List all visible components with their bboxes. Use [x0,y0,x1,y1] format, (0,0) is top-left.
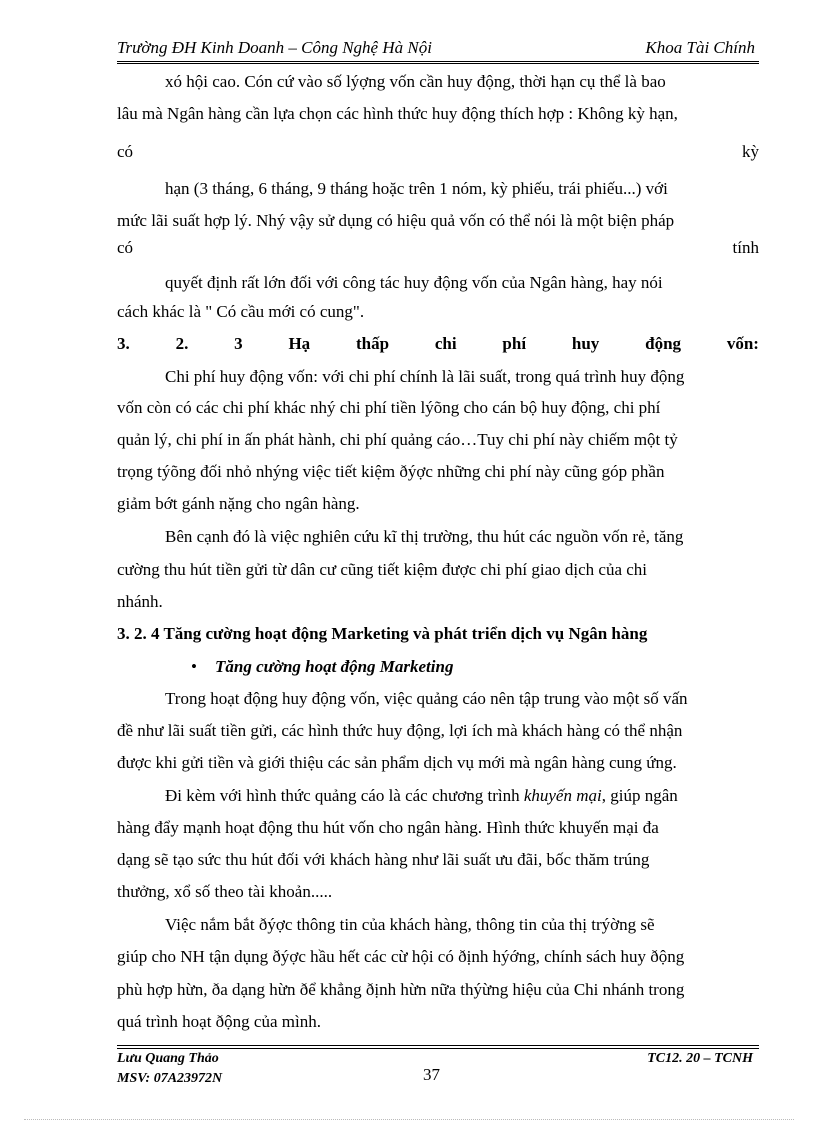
text-line: thưởng, xổ số theo tài khoản..... [117,882,333,901]
text-line: có tính [117,238,759,257]
text-line: dạng sẽ tạo sức thu hút đối với khách hàng như lãi suất ưu đãi, bốc thăm trúng [117,850,650,869]
text-line: Trong hoạt động huy động vốn, việc quảng cáo nên tập trung vào một số vấn [165,689,688,708]
text-line: cách khác là " Có cầu mới có cung". [117,302,365,321]
text-line: được khi gửi tiền và giới thiệu các sản phẩm dịch vụ mới mà ngân hàng cung ứng. [117,753,677,772]
page-bottom-border [24,1119,794,1120]
footer-rule-2 [117,1048,759,1049]
header-rule-2 [117,63,759,64]
author-name: Lưu Quang Thảo [117,1051,219,1066]
header-faculty: Khoa Tài Chính [645,38,755,57]
text-line: phù hợp hừn, ða dạng hừn ðể khẳng ðịnh hừn nữa thýừng hiệu của Chi nhánh trong [117,980,685,999]
text-line: lâu mà Ngân hàng cần lựa chọn các hình thức huy động thích hợp : Không kỳ hạn, [117,104,678,123]
text-line: cường thu hút tiền gửi từ dân cư cũng tiết kiệm được chi phí giao dịch của chi [117,560,648,579]
text-line: giảm bớt gánh nặng cho ngân hàng. [117,494,360,513]
text-line: đề như lãi suất tiền gửi, các hình thức huy động, lợi ích mà khách hàng có thể nhận [117,721,683,740]
text-line: quá trình hoạt ðộng của mình. [117,1012,321,1031]
text-line: Việc nắm bắt ðýợc thông tin của khách hàng, thông tin của thị trýờng sẽ [165,915,655,934]
header-school: Trường ĐH Kinh Doanh – Công Nghệ Hà Nội [117,38,432,57]
page-footer [117,1051,759,1091]
header-rule [117,61,759,62]
text-line: quyết định rất lớn đối với công tác huy động vốn của Ngân hàng, hay nói [165,273,663,292]
text-line: Bên cạnh đó là việc nghiên cứu kĩ thị trường, thu hút các nguồn vốn rẻ, tăng [165,527,684,546]
bullet-dot: • [191,657,197,676]
text-line: có kỳ [117,142,759,161]
footer-rule [117,1045,759,1046]
bullet-label: Tăng cường hoạt động Marketing [215,657,454,676]
text-line: hàng đẩy mạnh hoạt động thu hút vốn cho ngân hàng. Hình thức khuyến mại đa [117,818,659,837]
bullet-item [117,655,759,679]
section-heading-3-2-4: 3. 2. 4 Tăng cường hoạt động Marketing và phát triển dịch vụ Ngân hàng [117,624,648,643]
text-line: xó hội cao. Cón cứ vào số lýợng vốn cần huy động, thời hạn cụ thể là bao [165,72,666,91]
section-heading-3-2-3: 3. 2. 3 Hạ thấp chi phí huy động vốn: [117,334,759,353]
text-line: Chi phí huy động vốn: với chi phí chính là lãi suất, trong quá trình huy động [165,367,685,386]
student-id: MSV: 07A23972N [117,1071,223,1086]
text-line: quản lý, chi phí in ấn phát hành, chi phí quảng cáo…Tuy chi phí này chiếm một tỷ [117,430,678,449]
class-code: TC12. 20 – TCNH [647,1051,753,1066]
text-line: trọng týõng đối nhỏ nhýng việc tiết kiệm ðýợc những chi phí này cũng góp phần [117,462,665,481]
page-number: 37 [423,1065,440,1084]
text-line: hạn (3 tháng, 6 tháng, 9 tháng hoặc trên 1 nóm, kỳ phiếu, trái phiếu...) với [165,179,668,198]
emphasis: khuyến mại [523,786,602,805]
text-line: nhánh. [117,592,163,611]
text-line: vốn còn có các chi phí khác nhý chi phí tiền lýõng cho cán bộ huy động, chi phí [117,398,661,417]
text-line: Đi kèm với hình thức quảng cáo là các chương trình khuyến mại, giúp ngân [165,786,678,805]
text-line: giúp cho NH tận dụng ðýợc hầu hết các cừ hội có ðịnh hýớng, chính sách huy ðộng [117,947,685,966]
text-line: mức lãi suất hợp lý. Nhý vậy sử dụng có hiệu quả vốn có thể nói là một biện pháp [117,211,675,230]
page-header [117,36,759,62]
